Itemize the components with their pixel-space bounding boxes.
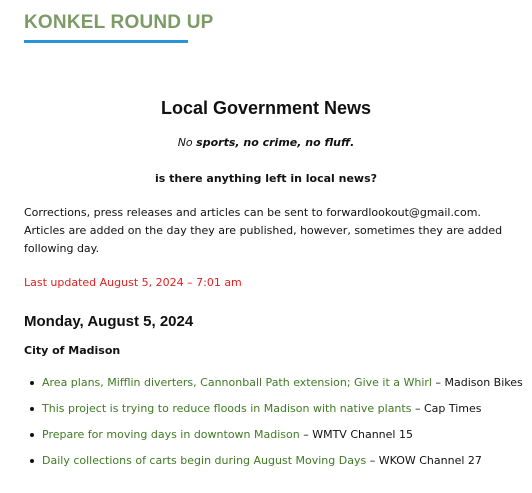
last-updated: Last updated August 5, 2024 – 7:01 am <box>24 276 242 289</box>
list-item <box>28 428 508 442</box>
tagline <box>24 136 508 150</box>
bullet-icon <box>30 459 34 463</box>
date-heading: Monday, August 5, 2024 <box>24 313 194 330</box>
tagline-question: is there anything left in local news? <box>154 172 378 185</box>
article-link[interactable]: This project is trying to reduce floods in Madison with native plants <box>42 402 412 415</box>
list-item <box>28 454 508 468</box>
title-underline <box>24 40 188 43</box>
article-source: – Madison Bikes <box>431 376 523 389</box>
article-list <box>24 376 523 468</box>
main-content <box>24 96 523 480</box>
tagline-prefix: No <box>177 136 197 149</box>
bullet-icon <box>30 381 34 385</box>
article-source: – WKOW Channel 27 <box>366 454 482 467</box>
article-source: – Cap Times <box>411 402 482 415</box>
article-source: – WMTV Channel 15 <box>299 428 413 441</box>
bullet-icon <box>30 433 34 437</box>
bullet-icon <box>30 407 34 411</box>
site-header <box>24 10 214 43</box>
site-title-link[interactable]: KONKEL ROUND UP <box>24 12 214 33</box>
list-item <box>28 376 523 390</box>
article-link[interactable]: Area plans, Mifflin diverters, Cannonball Path extension; Give it a Whirl <box>42 376 432 389</box>
page-title: Local Government News <box>160 98 372 118</box>
article-link[interactable]: Prepare for moving days in downtown Madison <box>42 428 300 441</box>
article-link[interactable]: Daily collections of carts begin during August Moving Days <box>42 454 367 467</box>
tagline-bold: sports, no crime, no fluff. <box>196 136 355 149</box>
list-item <box>28 402 508 416</box>
intro-paragraph: Corrections, press releases and articles can be sent to forwardlookout@gmail.com. Articles are added on the day they are published, however, sometimes they are added following day. <box>24 206 503 255</box>
section-heading: City of Madison <box>24 344 121 357</box>
